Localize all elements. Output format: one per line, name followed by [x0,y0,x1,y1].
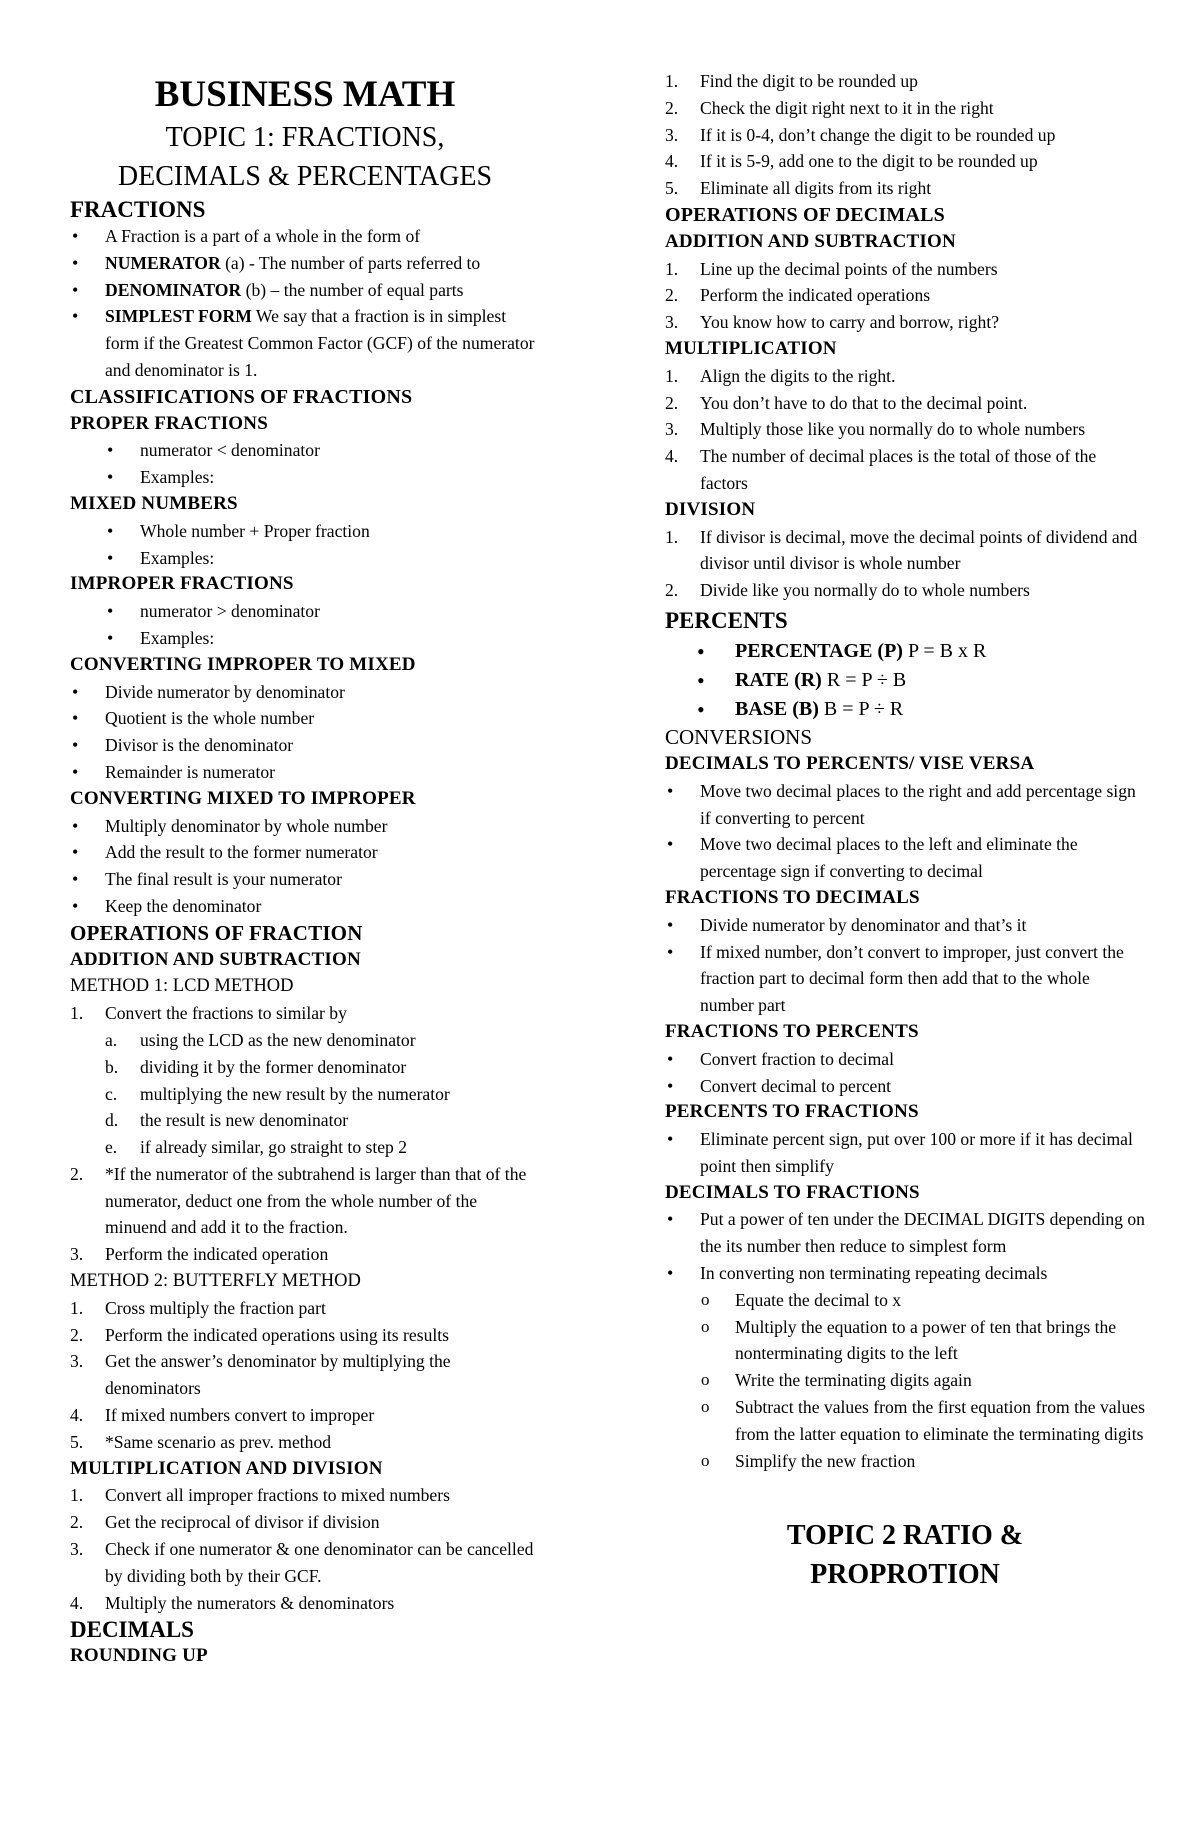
list-item: • RATE (R) R = P ÷ B [665,666,1145,695]
list-item: • A Fraction is a part of a whole in the form of [70,223,540,250]
list-item: 1. Align the digits to the right. [665,365,896,386]
proper-fractions-heading: PROPER FRACTIONS [70,412,268,434]
list-item: 4. If mixed numbers convert to improper [70,1405,375,1426]
improper-fractions-heading: IMPROPER FRACTIONS [70,573,294,595]
list-item: • Multiply denominator by whole number [70,813,540,840]
fractions-heading: FRACTIONS [70,197,206,222]
operations-of-fraction-heading: OPERATIONS OF FRACTION [70,920,363,945]
list-item: 4. Multiply the numerators & denominators [70,1592,395,1613]
operations-of-decimals-heading: OPERATIONS OF DECIMALS [665,203,945,226]
list-item: 1. Convert all improper fractions to mixed numbers [70,1485,450,1506]
decimals-to-fractions-heading: DECIMALS TO FRACTIONS [665,1181,920,1203]
list-item: • Keep the denominator [70,893,540,920]
document-title: BUSINESS MATH [154,74,456,115]
list-item: e. if already similar, go straight to step 2 [105,1137,408,1158]
list-item: 4. The number of decimal places is the total of those of the factors [665,446,1097,493]
list-item: • PERCENTAGE (P) P = B x R [665,637,1145,666]
list-item: 2. Get the reciprocal of divisor if division [70,1512,380,1533]
list-item: 1. Cross multiply the fraction part [70,1297,326,1318]
list-item: 2. You don’t have to do that to the decimal point. [665,392,1028,413]
decimals-to-fractions-list [665,1206,1145,1286]
list-item: • Move two decimal places to the left and eliminate the percentage sign if converting to decimal [665,831,1145,885]
list-item: • Remainder is numerator [70,759,540,786]
repeating-decimals-steps [665,1287,1145,1475]
list-item: • Convert decimal to percent [665,1073,1145,1100]
list-item: • If mixed number, don’t convert to improper, just convert the fraction part to decimal form then add that to the whole number part [665,939,1145,1019]
decimal-division-steps [665,524,1145,604]
left-column [70,68,540,1670]
topic2-title-line2: PROPROTION [810,1559,1000,1591]
method1-steps [70,1000,540,1027]
list-item: 3. Check if one numerator & one denominator can be cancelled by dividing both by their GCF. [70,1539,534,1586]
list-item: 5. *Same scenario as prev. method [70,1431,332,1452]
fractions-to-percents-heading: FRACTIONS TO PERCENTS [665,1020,919,1042]
decimal-multiplication-steps [665,363,1145,497]
topic2-title-line1: TOPIC 2 RATIO & [786,1520,1024,1552]
list-item: a. using the LCD as the new denominator [105,1029,416,1050]
list-item: • numerator > denominator [70,598,540,625]
proper-fractions-list [70,437,540,491]
method1-steps-cont [70,1161,540,1268]
fraction-muldiv-heading: MULTIPLICATION AND DIVISION [70,1457,383,1479]
list-item: • Examples: [70,464,540,491]
improper-to-mixed-list [70,679,540,786]
list-item: • NUMERATOR (a) - The number of parts referred to [70,250,540,277]
list-item: • Examples: [70,625,540,652]
list-item: 3. Multiply those like you normally do to whole numbers [665,419,1086,440]
list-item: 1. Convert the fractions to similar by [70,1003,347,1024]
right-column [665,68,1145,1594]
classifications-heading: CLASSIFICATIONS OF FRACTIONS [70,385,413,408]
list-item: 2. Divide like you normally do to whole numbers [665,580,1030,601]
percents-list [665,637,1145,724]
percents-to-fractions-list [665,1126,1145,1180]
list-item: o Multiply the equation to a power of ten that brings the nonterminating digits to the left [665,1314,1145,1368]
list-item: d. the result is new denominator [105,1110,349,1131]
list-item: • Divisor is the denominator [70,732,540,759]
fraction-addsub-heading: ADDITION AND SUBTRACTION [70,948,361,970]
decimal-addsub-steps [665,256,1145,336]
list-item: 2. Perform the indicated operations [665,285,931,306]
percents-to-fractions-heading: PERCENTS TO FRACTIONS [665,1101,919,1123]
improper-to-mixed-heading: CONVERTING IMPROPER TO MIXED [70,653,416,675]
method1-substeps [70,1027,540,1161]
list-item: 1. Line up the decimal points of the numbers [665,258,998,279]
list-item: 2. *If the numerator of the subtrahend is larger than that of the numerator, deduct one from the whole number of the minuend and add it to the fraction. [70,1163,527,1238]
list-item: • Move two decimal places to the right and add percentage sign if converting to percent [665,778,1145,832]
list-item: c. multiplying the new result by the numerator [105,1083,450,1104]
mixed-numbers-list [70,518,540,572]
method1-heading: METHOD 1: LCD METHOD [70,976,294,997]
decimal-division-heading: DIVISION [665,498,756,520]
list-item: • Whole number + Proper fraction [70,518,540,545]
list-item: • Examples: [70,545,540,572]
list-item: 3. Get the answer’s denominator by multiplying the denominators [70,1351,451,1399]
list-item: 1. Find the digit to be rounded up [665,71,918,91]
list-item: b. dividing it by the former denominator [105,1056,407,1077]
list-item: 5. Eliminate all digits from its right [665,178,932,199]
method2-heading: METHOD 2: BUTTERFLY METHOD [70,1271,361,1292]
list-item: 3. Perform the indicated operation [70,1244,329,1265]
mixed-numbers-heading: MIXED NUMBERS [70,492,238,514]
percents-heading: PERCENTS [665,607,788,633]
list-item: o Write the terminating digits again [665,1367,1145,1394]
list-item: 2. Perform the indicated operations using its results [70,1324,449,1345]
decimal-multiplication-heading: MULTIPLICATION [665,337,837,359]
mixed-to-improper-heading: CONVERTING MIXED TO IMPROPER [70,787,416,809]
list-item: o Simplify the new fraction [665,1448,1145,1475]
list-item: • Put a power of ten under the DECIMAL DIGITS depending on the its number then reduce to simplest form [665,1206,1145,1260]
list-item: • BASE (B) B = P ÷ R [665,695,1145,724]
method2-steps [70,1295,540,1456]
fractions-list [70,223,540,384]
decimal-addsub-heading: ADDITION AND SUBTRACTION [665,230,956,252]
list-item: • SIMPLEST FORM We say that a fraction is in simplest form if the Greatest Common Factor (GCF) of the numerator and denominator is 1. [70,303,540,383]
list-item: o Subtract the values from the first equation from the values from the latter equation to eliminate the terminating digits [665,1394,1145,1448]
list-item: • numerator < denominator [70,437,540,464]
list-item: • The final result is your numerator [70,866,540,893]
list-item: 4. If it is 5-9, add one to the digit to be rounded up [665,151,1038,172]
topic2-title [665,1516,1145,1594]
mixed-to-improper-list [70,813,540,920]
decimals-heading: DECIMALS [70,1617,194,1643]
list-item: • Quotient is the whole number [70,705,540,732]
improper-fractions-list [70,598,540,652]
list-item: • DENOMINATOR (b) – the number of equal parts [70,277,540,304]
list-item: • Divide numerator by denominator and that’s it [665,912,1145,939]
list-item: 2. Check the digit right next to it in the right [665,97,994,118]
list-item: o Equate the decimal to x [665,1287,1145,1314]
topic1-title-line1: TOPIC 1: FRACTIONS, [165,122,445,153]
topic1-title-line2: DECIMALS & PERCENTAGES [117,161,493,192]
list-item: • In converting non terminating repeating decimals [665,1260,1145,1287]
fractions-to-percents-list [665,1046,1145,1100]
muldiv-steps [70,1482,540,1616]
list-item: 3. You know how to carry and borrow, right? [665,312,1000,333]
rounding-steps [665,68,1145,202]
fractions-to-decimals-list [665,912,1145,1019]
conversions-heading: CONVERSIONS [665,724,813,749]
fractions-to-decimals-heading: FRACTIONS TO DECIMALS [665,886,920,908]
list-item: • Eliminate percent sign, put over 100 or more if it has decimal point then simplify [665,1126,1145,1180]
list-item: • Add the result to the former numerator [70,839,540,866]
decimals-to-percents-list [665,778,1145,885]
list-item: 3. If it is 0-4, don’t change the digit to be rounded up [665,124,1056,145]
rounding-up-heading: ROUNDING UP [70,1645,208,1667]
decimals-to-percents-heading: DECIMALS TO PERCENTS/ VISE VERSA [665,752,1035,774]
list-item: • Divide numerator by denominator [70,679,540,706]
list-item: • Convert fraction to decimal [665,1046,1145,1073]
list-item: 1. If divisor is decimal, move the decimal points of dividend and divisor until divisor is whole number [665,526,1138,574]
